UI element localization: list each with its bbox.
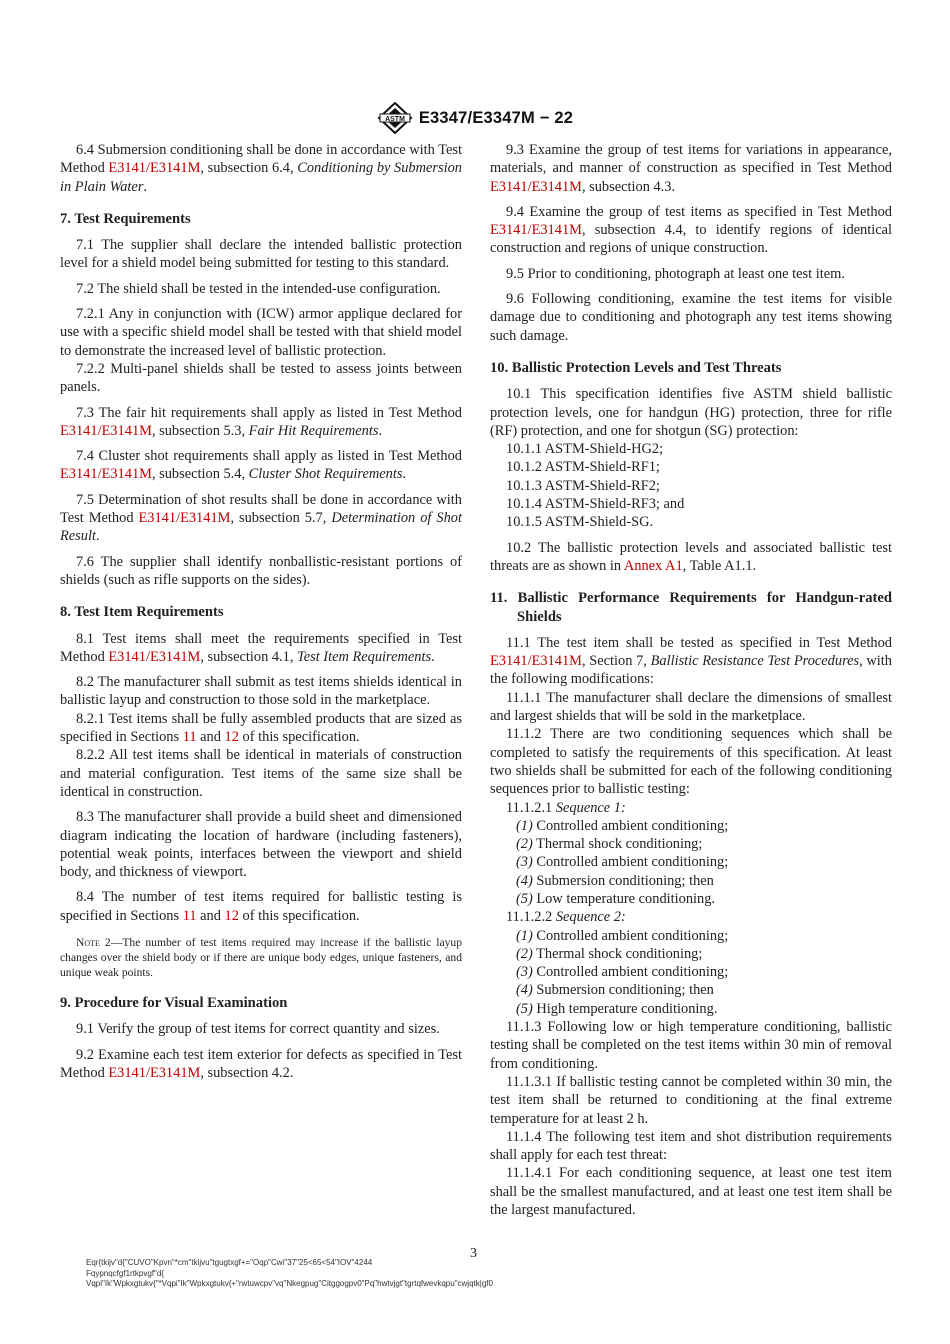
list-item: (4) Submersion conditioning; then	[516, 982, 714, 999]
paragraph-9-5: 9.5 Prior to conditioning, photograph at least one test item.	[506, 265, 845, 282]
sequence-1-heading: 11.1.2.1 Sequence 1:	[506, 799, 626, 816]
list-item-level: 10.1.5 ASTM-Shield-SG.	[506, 514, 654, 531]
list-item-level: 10.1.4 ASTM-Shield-RF3; and	[506, 496, 685, 513]
paragraph-11-1-1: 11.1.1 The manufacturer shall declare the dimensions of smallest and largest shields that will be sold in the marketplace.	[490, 689, 892, 725]
list-item: (1) Controlled ambient conditioning;	[516, 927, 729, 944]
list-item: (4) Submersion conditioning; then	[516, 872, 714, 889]
copyright-line: Fqypnqcfgf1rtkpvgf"d{	[86, 1268, 164, 1278]
paragraph-11-1-4: 11.1.4 The following test item and shot distribution requirements shall apply for each test threat:	[490, 1128, 892, 1164]
paragraph-9-1: 9.1 Verify the group of test items for correct quantity and sizes.	[76, 1021, 440, 1038]
list-item-level: 10.1.3 ASTM-Shield-RF2;	[506, 477, 660, 494]
paragraph-7-5: 7.5 Determination of shot results shall be done in accordance with Test Method E3141/E3141M, subsection 5.7, Determination of Shot Result.	[60, 491, 462, 545]
note-2: Note 2—The number of test items required may increase if the ballistic layup changes over the shield body or if there are unique body edges, unique fasteners, and unique weak points.	[60, 935, 462, 979]
paragraph-11-1-3: 11.1.3 Following low or high temperature conditioning, ballistic testing shall be completed on the test items within 30 min of removal from conditioning.	[490, 1019, 892, 1072]
section-heading-8: 8. Test Item Requirements	[60, 604, 224, 621]
paragraph-11-1-2: 11.1.2 There are two conditioning sequences which shall be completed to satisfy the requirements of this specification. At least two shields shall be submitted for each of the following conditioning sequences prior to ballistic testing:	[490, 726, 892, 798]
paragraph-7-2-1: 7.2.1 Any in conjunction with (ICW) armor applique declared for use with a specific shield model shall be tested with that shield model to demonstrate the increased level of ballistic protection.	[60, 306, 462, 359]
document-id: E3347/E3347M − 22	[418, 108, 574, 127]
section-heading-9: 9. Procedure for Visual Examination	[60, 994, 288, 1011]
paragraph-9-2: 9.2 Examine each test item exterior for defects as specified in Test Method E3141/E3141M, subsection 4.2.	[60, 1046, 462, 1081]
astm-logo-icon	[377, 102, 413, 134]
paragraph-8-4: 8.4 The number of test items required for ballistic testing is specified in Sections 11 and 12 of this specification.	[60, 889, 462, 924]
paragraph-11-1-3-1: 11.1.3.1 If ballistic testing cannot be completed within 30 min, the test item shall be returned to conditioning at the final extreme temperature for at least 2 h.	[490, 1073, 892, 1127]
copyright-line: Vqpi"Ik"Wpkxgtukv{"*Vqpi"Ik"Wpkxgtukv{+"rwtuwcpv"vq"Nkegpug"Citggogpv0"Pq"hwtvjgt"tgrtqfwevkqpu"cwjqtk|gf0	[86, 1279, 493, 1288]
link-e3141[interactable]: E3141/E3141M	[108, 160, 201, 177]
link-section-12[interactable]: 12	[224, 729, 239, 746]
page-number: 3	[470, 1246, 477, 1261]
link-e3141[interactable]: E3141/E3141M	[108, 1064, 201, 1081]
paragraph-9-6: 9.6 Following conditioning, examine the test items for visible damage due to conditioning and photograph any test items showing such damage.	[490, 291, 892, 344]
section-heading-7: 7. Test Requirements	[60, 210, 191, 227]
page-header	[0, 102, 950, 134]
link-e3141[interactable]: E3141/E3141M	[490, 653, 582, 670]
paragraph-7-3: 7.3 The fair hit requirements shall apply as listed in Test Method E3141/E3141M, subsection 5.3, Fair Hit Requirements.	[60, 404, 462, 439]
link-section-11[interactable]: 11	[182, 907, 197, 924]
paragraph-6-4: 6.4 Submersion conditioning shall be done in accordance with Test Method E3141/E3141M, subsection 6.4, Conditioning by Submersion in Plain Water.	[60, 142, 462, 195]
paragraph-8-3: 8.3 The manufacturer shall provide a build sheet and dimensioned diagram indicating the location of hardware (including fasteners), potential weak points, interfaces between the viewport and shield body, and thickness of viewport.	[60, 809, 462, 881]
copyright-notice	[86, 1258, 546, 1290]
list-item: (1) Controlled ambient conditioning;	[516, 817, 729, 834]
paragraph-9-3: 9.3 Examine the group of test items for variations in appearance, materials, and manner of construction as specified in Test Method E3141/E3141M, subsection 4.3.	[490, 142, 892, 195]
list-item: (2) Thermal shock conditioning;	[516, 945, 703, 962]
paragraph-7-2-2: 7.2.2 Multi-panel shields shall be tested to assess joints between panels.	[60, 360, 462, 396]
paragraph-9-4: 9.4 Examine the group of test items as specified in Test Method E3141/E3141M, subsection 4.4, to identify regions of identical construction and regions of unique construction.	[490, 203, 892, 257]
link-e3141[interactable]: E3141/E3141M	[60, 466, 152, 483]
right-column	[490, 141, 892, 1219]
section-heading-11: 11. Ballistic Performance Requirements for Handgun-rated Shields	[490, 590, 892, 625]
paragraph-11-1-4-1: 11.1.4.1 For each conditioning sequence, at least one test item shall be the smallest manufactured, and at least one test item shall be the largest manufactured.	[490, 1165, 892, 1219]
left-column	[60, 141, 462, 1089]
link-section-12[interactable]: 12	[224, 907, 239, 924]
paragraph-8-2: 8.2 The manufacturer shall submit as test items shields identical in ballistic layup and construction to those sold in the marketplace.	[60, 674, 462, 709]
link-section-11[interactable]: 11	[182, 729, 197, 746]
paragraph-10-1: 10.1 This specification identifies five ASTM shield ballistic protection levels, one for handgun (HG) protection, three for rifle (RF) protection, and one for shotgun (SG) protection:	[490, 386, 892, 439]
paragraph-10-2: 10.2 The ballistic protection levels and associated ballistic test threats are as shown in Annex A1, Table A1.1.	[490, 539, 892, 574]
link-e3141[interactable]: E3141/E3141M	[60, 422, 152, 439]
sequence-2-heading: 11.1.2.2 Sequence 2:	[506, 909, 626, 926]
list-item: (5) Low temperature conditioning.	[516, 890, 716, 907]
list-item-level: 10.1.1 ASTM-Shield-HG2;	[506, 441, 664, 458]
link-e3141[interactable]: E3141/E3141M	[138, 510, 231, 527]
paragraph-7-1: 7.1 The supplier shall declare the intended ballistic protection level for a shield model being submitted for testing to this standard.	[60, 237, 462, 272]
list-item: (5) High temperature conditioning.	[516, 1000, 718, 1017]
copyright-line: Eqr{tkijv"d{"CUVO"Kpvn"*cm"tkijvu"tgugtxgf+="Oqp"Cwi"37"25<65<54"IOV"4244	[86, 1258, 373, 1267]
link-e3141[interactable]: E3141/E3141M	[490, 178, 582, 195]
section-heading-10: 10. Ballistic Protection Levels and Test Threats	[490, 359, 782, 376]
svg-text:ASTM: ASTM	[384, 116, 405, 123]
link-e3141[interactable]: E3141/E3141M	[490, 222, 582, 239]
paragraph-7-4: 7.4 Cluster shot requirements shall apply as listed in Test Method E3141/E3141M, subsection 5.4, Cluster Shot Requirements.	[60, 448, 462, 483]
paragraph-7-6: 7.6 The supplier shall identify nonballistic-resistant portions of shields (such as rifle supports on the sides).	[60, 553, 462, 588]
list-item-level: 10.1.2 ASTM-Shield-RF1;	[506, 459, 660, 476]
paragraph-8-2-2: 8.2.2 All test items shall be identical in materials of construction and material configuration. Test items of the same size shall be identical in construction.	[60, 747, 462, 800]
list-item: (3) Controlled ambient conditioning;	[516, 854, 729, 871]
link-e3141[interactable]: E3141/E3141M	[108, 648, 201, 665]
list-item: (2) Thermal shock conditioning;	[516, 836, 703, 853]
paragraph-8-1: 8.1 Test items shall meet the requirements specified in Test Method E3141/E3141M, subsection 4.1, Test Item Requirements.	[60, 630, 462, 665]
paragraph-8-2-1: 8.2.1 Test items shall be fully assembled products that are sized as specified in Sections 11 and 12 of this specification.	[60, 710, 462, 746]
list-item: (3) Controlled ambient conditioning;	[516, 964, 729, 981]
paragraph-11-1: 11.1 The test item shall be tested as specified in Test Method E3141/E3141M, Section 7, Ballistic Resistance Test Procedures, with the following modifications:	[490, 634, 893, 688]
link-annex-a1[interactable]: Annex A1	[623, 557, 683, 574]
paragraph-7-2: 7.2 The shield shall be tested in the intended-use configuration.	[76, 280, 441, 297]
